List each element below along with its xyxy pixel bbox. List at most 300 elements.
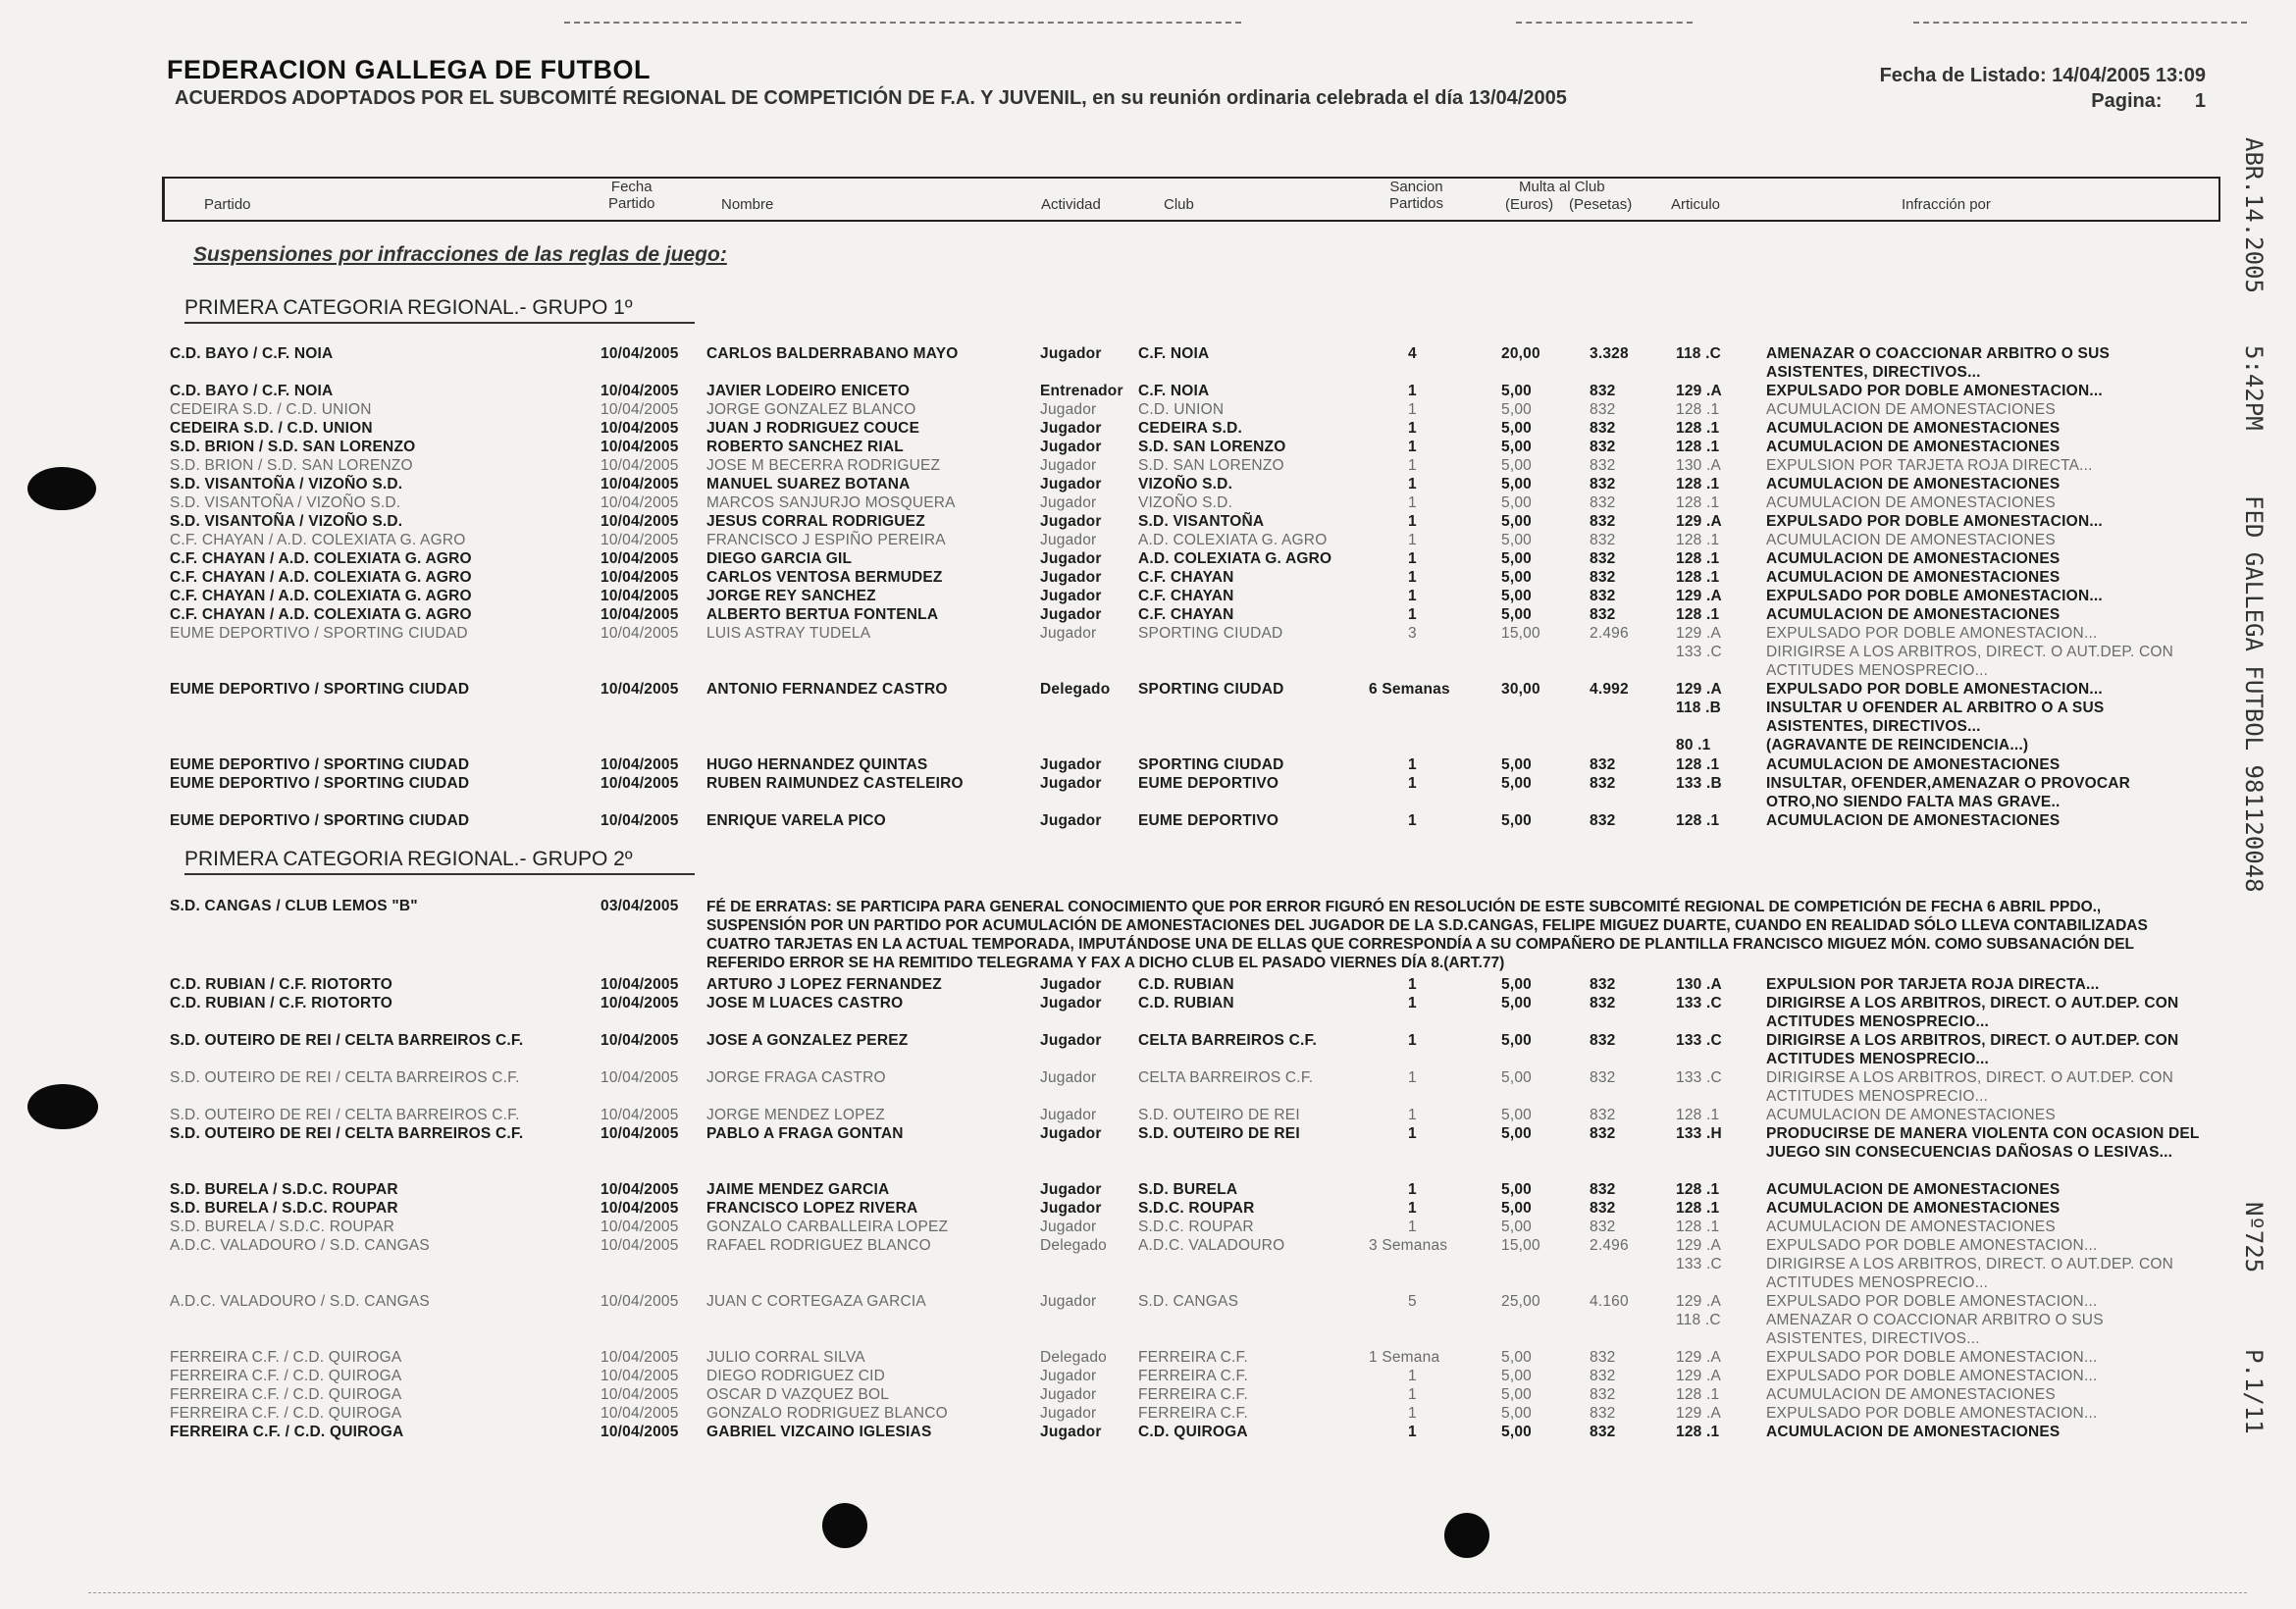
player-name-cell: JULIO CORRAL SILVA — [706, 1349, 865, 1366]
infraction-cell: EXPULSADO POR DOBLE AMONESTACION... — [1766, 1237, 2098, 1254]
sanction-cell: 1 — [1408, 1368, 1417, 1384]
activity-cell: Jugador — [1040, 1219, 1097, 1235]
date-cell: 10/04/2005 — [600, 513, 679, 530]
article-cell: 133 .C — [1676, 1256, 1722, 1272]
fine-euros-cell: 20,00 — [1501, 345, 1540, 362]
infraction-cell: ACUMULACION DE AMONESTACIONES — [1766, 401, 2056, 418]
errata-partido: S.D. CANGAS / CLUB LEMOS "B" — [170, 898, 418, 914]
match-cell: CEDEIRA S.D. / C.D. UNION — [170, 420, 373, 437]
activity-cell: Jugador — [1040, 420, 1102, 437]
article-cell: 128 .1 — [1676, 756, 1720, 773]
fine-pesetas-cell: 832 — [1590, 812, 1616, 829]
date-cell: 10/04/2005 — [600, 1293, 679, 1310]
activity-cell: Jugador — [1040, 550, 1102, 567]
infraction-cell: ASISTENTES, DIRECTIVOS... — [1766, 1330, 1980, 1347]
sanction-cell: 1 — [1408, 1032, 1417, 1049]
infraction-cell: EXPULSADO POR DOBLE AMONESTACION... — [1766, 1405, 2098, 1422]
infraction-cell: ACUMULACION DE AMONESTACIONES — [1766, 569, 2061, 586]
infraction-cell: ACUMULACION DE AMONESTACIONES — [1766, 1200, 2061, 1217]
infraction-cell: EXPULSADO POR DOBLE AMONESTACION... — [1766, 1293, 2098, 1310]
sanction-cell: 1 — [1408, 494, 1417, 511]
fine-pesetas-cell: 832 — [1590, 1405, 1616, 1422]
infraction-cell: DIRIGIRSE A LOS ARBITROS, DIRECT. O AUT.DEP. CON — [1766, 1256, 2173, 1272]
article-cell: 130 .A — [1676, 976, 1722, 993]
player-name-cell: JAIME MENDEZ GARCIA — [706, 1181, 890, 1198]
activity-cell: Jugador — [1040, 1368, 1097, 1384]
article-cell: 128 .1 — [1676, 1107, 1720, 1123]
infraction-cell: ACUMULACION DE AMONESTACIONES — [1766, 420, 2061, 437]
errata-fecha: 03/04/2005 — [600, 898, 679, 914]
match-cell: C.D. RUBIAN / C.F. RIOTORTO — [170, 976, 393, 993]
fine-pesetas-cell: 832 — [1590, 383, 1616, 399]
fax-sender: FED GALLEGA FUTBOL 981120048 — [2240, 495, 2268, 893]
activity-cell: Jugador — [1040, 1069, 1097, 1086]
sanction-cell: 1 — [1408, 569, 1417, 586]
fine-euros-cell: 5,00 — [1501, 1405, 1532, 1422]
fine-pesetas-cell: 832 — [1590, 1368, 1616, 1384]
scan-line — [1913, 22, 2247, 24]
infraction-cell: DIRIGIRSE A LOS ARBITROS, DIRECT. O AUT.DEP. CON — [1766, 644, 2173, 660]
infraction-cell: EXPULSADO POR DOBLE AMONESTACION... — [1766, 681, 2103, 698]
article-cell: 128 .1 — [1676, 569, 1720, 586]
scan-line — [88, 1592, 2247, 1593]
fine-pesetas-cell: 832 — [1590, 1424, 1616, 1440]
infraction-cell: DIRIGIRSE A LOS ARBITROS, DIRECT. O AUT.DEP. CON — [1766, 1032, 2179, 1049]
player-name-cell: JAVIER LODEIRO ENICETO — [706, 383, 911, 399]
sanction-cell: 1 — [1408, 995, 1417, 1012]
fine-pesetas-cell: 832 — [1590, 550, 1616, 567]
fine-pesetas-cell: 832 — [1590, 513, 1616, 530]
activity-cell: Jugador — [1040, 513, 1102, 530]
player-name-cell: HUGO HERNANDEZ QUINTAS — [706, 756, 928, 773]
activity-cell: Jugador — [1040, 995, 1102, 1012]
fine-pesetas-cell: 832 — [1590, 1107, 1616, 1123]
activity-cell: Jugador — [1040, 1032, 1102, 1049]
match-cell: EUME DEPORTIVO / SPORTING CIUDAD — [170, 775, 470, 792]
fine-pesetas-cell: 832 — [1590, 775, 1616, 792]
sanction-cell: 1 — [1408, 1386, 1417, 1403]
sanction-cell: 3 — [1408, 625, 1417, 642]
activity-cell: Delegado — [1040, 681, 1111, 698]
fine-euros-cell: 5,00 — [1501, 1069, 1532, 1086]
article-cell: 128 .1 — [1676, 439, 1720, 455]
article-cell: 128 .1 — [1676, 494, 1720, 511]
fine-pesetas-cell: 832 — [1590, 439, 1616, 455]
infraction-cell: AMENAZAR O COACCIONAR ARBITRO O SUS — [1766, 345, 2111, 362]
match-cell: S.D. BRION / S.D. SAN LORENZO — [170, 439, 416, 455]
fine-pesetas-cell: 832 — [1590, 995, 1616, 1012]
fine-pesetas-cell: 832 — [1590, 756, 1616, 773]
infraction-cell: ACUMULACION DE AMONESTACIONES — [1766, 550, 2061, 567]
match-cell: S.D. BURELA / S.D.C. ROUPAR — [170, 1181, 398, 1198]
fine-euros-cell: 5,00 — [1501, 457, 1532, 474]
article-cell: 130 .A — [1676, 457, 1722, 474]
fine-euros-cell: 5,00 — [1501, 1200, 1532, 1217]
club-cell: FERREIRA C.F. — [1138, 1349, 1248, 1366]
infraction-cell: DIRIGIRSE A LOS ARBITROS, DIRECT. O AUT.DEP. CON — [1766, 1069, 2173, 1086]
infraction-cell: PRODUCIRSE DE MANERA VIOLENTA CON OCASION DEL — [1766, 1125, 2200, 1142]
club-cell: S.D. SAN LORENZO — [1138, 457, 1284, 474]
fine-pesetas-cell: 832 — [1590, 401, 1616, 418]
match-cell: CEDEIRA S.D. / C.D. UNION — [170, 401, 372, 418]
match-cell: S.D. VISANTOÑA / VIZOÑO S.D. — [170, 476, 403, 493]
sanction-cell: 1 — [1408, 1219, 1417, 1235]
player-name-cell: OSCAR D VAZQUEZ BOL — [706, 1386, 890, 1403]
club-cell: SPORTING CIUDAD — [1138, 756, 1284, 773]
match-cell: EUME DEPORTIVO / SPORTING CIUDAD — [170, 681, 470, 698]
fine-pesetas-cell: 832 — [1590, 569, 1616, 586]
sanction-cell: 1 — [1408, 606, 1417, 623]
fine-euros-cell: 5,00 — [1501, 401, 1532, 418]
scan-line — [564, 22, 1241, 24]
date-cell: 10/04/2005 — [600, 439, 679, 455]
club-cell: S.D. BURELA — [1138, 1181, 1238, 1198]
club-cell: C.D. RUBIAN — [1138, 976, 1234, 993]
article-cell: 128 .1 — [1676, 532, 1720, 548]
sanction-cell: 1 — [1408, 1125, 1417, 1142]
fine-euros-cell: 25,00 — [1501, 1293, 1540, 1310]
article-cell: 133 .H — [1676, 1125, 1722, 1142]
article-cell: 128 .1 — [1676, 1219, 1720, 1235]
date-cell: 10/04/2005 — [600, 1349, 679, 1366]
article-cell: 128 .1 — [1676, 476, 1720, 493]
player-name-cell: DIEGO GARCIA GIL — [706, 550, 853, 567]
fine-euros-cell: 5,00 — [1501, 756, 1532, 773]
article-cell: 129 .A — [1676, 513, 1722, 530]
player-name-cell: JUAN C CORTEGAZA GARCIA — [706, 1293, 926, 1310]
article-cell: 133 .C — [1676, 644, 1722, 660]
fine-euros-cell: 5,00 — [1501, 550, 1532, 567]
column-header-bar — [162, 177, 2220, 222]
match-cell: FERREIRA C.F. / C.D. QUIROGA — [170, 1405, 402, 1422]
infraction-cell: EXPULSADO POR DOBLE AMONESTACION... — [1766, 513, 2103, 530]
club-cell: SPORTING CIUDAD — [1138, 625, 1283, 642]
date-cell: 10/04/2005 — [600, 1405, 679, 1422]
player-name-cell: JORGE MENDEZ LOPEZ — [706, 1107, 885, 1123]
sanction-cell: 1 — [1408, 457, 1417, 474]
article-cell: 129 .A — [1676, 625, 1722, 642]
article-cell: 129 .A — [1676, 1368, 1722, 1384]
match-cell: C.F. CHAYAN / A.D. COLEXIATA G. AGRO — [170, 606, 472, 623]
club-cell: S.D. OUTEIRO DE REI — [1138, 1107, 1300, 1123]
player-name-cell: ALBERTO BERTUA FONTENLA — [706, 606, 939, 623]
date-cell: 10/04/2005 — [600, 1069, 679, 1086]
activity-cell: Jugador — [1040, 401, 1097, 418]
activity-cell: Jugador — [1040, 976, 1102, 993]
club-cell: C.F. CHAYAN — [1138, 569, 1234, 586]
match-cell: C.F. CHAYAN / A.D. COLEXIATA G. AGRO — [170, 550, 472, 567]
match-cell: EUME DEPORTIVO / SPORTING CIUDAD — [170, 756, 470, 773]
sanction-cell: 1 — [1408, 550, 1417, 567]
fine-pesetas-cell: 832 — [1590, 1181, 1616, 1198]
date-cell: 10/04/2005 — [600, 457, 679, 474]
infraction-cell: ACUMULACION DE AMONESTACIONES — [1766, 606, 2061, 623]
fine-pesetas-cell: 832 — [1590, 532, 1616, 548]
date-cell: 10/04/2005 — [600, 681, 679, 698]
fine-euros-cell: 5,00 — [1501, 1424, 1532, 1440]
player-name-cell: GONZALO CARBALLEIRA LOPEZ — [706, 1219, 949, 1235]
sanction-cell: 1 — [1408, 532, 1417, 548]
organization-title: FEDERACION GALLEGA DE FUTBOL — [167, 55, 651, 84]
infraction-cell: ACTITUDES MENOSPRECIO... — [1766, 1088, 1989, 1105]
activity-cell: Jugador — [1040, 532, 1097, 548]
match-cell: EUME DEPORTIVO / SPORTING CIUDAD — [170, 625, 468, 642]
infraction-cell: ASISTENTES, DIRECTIVOS... — [1766, 718, 1981, 735]
sanction-cell: 1 Semana — [1369, 1349, 1440, 1366]
player-name-cell: ENRIQUE VARELA PICO — [706, 812, 886, 829]
player-name-cell: GABRIEL VIZCAINO IGLESIAS — [706, 1424, 932, 1440]
fax-number: Nº725 — [2240, 1202, 2268, 1273]
date-cell: 10/04/2005 — [600, 606, 679, 623]
match-cell: FERREIRA C.F. / C.D. QUIROGA — [170, 1349, 402, 1366]
fine-euros-cell: 5,00 — [1501, 420, 1532, 437]
fine-euros-cell: 5,00 — [1501, 976, 1532, 993]
club-cell: CEDEIRA S.D. — [1138, 420, 1243, 437]
fine-euros-cell: 5,00 — [1501, 588, 1532, 604]
article-cell: 129 .A — [1676, 681, 1722, 698]
fine-euros-cell: 5,00 — [1501, 1386, 1532, 1403]
date-cell: 10/04/2005 — [600, 775, 679, 792]
date-cell: 10/04/2005 — [600, 1386, 679, 1403]
activity-cell: Jugador — [1040, 569, 1102, 586]
club-cell: FERREIRA C.F. — [1138, 1405, 1248, 1422]
infraction-cell: ACTITUDES MENOSPRECIO... — [1766, 1013, 1989, 1030]
infraction-cell: OTRO,NO SIENDO FALTA MAS GRAVE.. — [1766, 794, 2061, 810]
fine-euros-cell: 5,00 — [1501, 1107, 1532, 1123]
match-cell: A.D.C. VALADOURO / S.D. CANGAS — [170, 1237, 430, 1254]
punch-hole — [822, 1503, 867, 1548]
activity-cell: Jugador — [1040, 1405, 1097, 1422]
sanction-cell: 1 — [1408, 1181, 1417, 1198]
col-actividad: Actividad — [1041, 196, 1101, 213]
match-cell: S.D. BURELA / S.D.C. ROUPAR — [170, 1219, 395, 1235]
player-name-cell: JESUS CORRAL RODRIGUEZ — [706, 513, 925, 530]
fine-euros-cell: 5,00 — [1501, 532, 1532, 548]
sanction-cell: 1 — [1408, 588, 1417, 604]
club-cell: S.D. CANGAS — [1138, 1293, 1239, 1310]
fine-euros-cell: 5,00 — [1501, 1181, 1532, 1198]
match-cell: C.F. CHAYAN / A.D. COLEXIATA G. AGRO — [170, 569, 472, 586]
activity-cell: Jugador — [1040, 1386, 1097, 1403]
activity-cell: Jugador — [1040, 812, 1102, 829]
match-cell: S.D. BURELA / S.D.C. ROUPAR — [170, 1200, 398, 1217]
fine-pesetas-cell: 4.160 — [1590, 1293, 1629, 1310]
fine-euros-cell: 15,00 — [1501, 625, 1540, 642]
article-cell: 128 .1 — [1676, 606, 1720, 623]
date-cell: 10/04/2005 — [600, 345, 679, 362]
player-name-cell: GONZALO RODRIGUEZ BLANCO — [706, 1405, 948, 1422]
player-name-cell: MANUEL SUAREZ BOTANA — [706, 476, 911, 493]
fine-pesetas-cell: 2.496 — [1590, 625, 1629, 642]
fax-time: 5:42PM — [2240, 345, 2268, 431]
fine-euros-cell: 5,00 — [1501, 1219, 1532, 1235]
article-cell: 128 .1 — [1676, 420, 1720, 437]
article-cell: 133 .B — [1676, 775, 1722, 792]
listing-date: Fecha de Listado: 14/04/2005 13:09 — [1879, 65, 2206, 86]
sanction-cell: 1 — [1408, 439, 1417, 455]
activity-cell: Jugador — [1040, 1293, 1097, 1310]
col-articulo: Articulo — [1671, 196, 1721, 213]
col-nombre: Nombre — [721, 196, 774, 213]
club-cell: C.F. CHAYAN — [1138, 606, 1234, 623]
document-subtitle: ACUERDOS ADOPTADOS POR EL SUBCOMITÉ REGIONAL DE COMPETICIÓN DE F.A. Y JUVENIL, en su reunión ordinaria celebrada el día 13/04/2005 — [175, 87, 1567, 109]
club-cell: C.F. CHAYAN — [1138, 588, 1234, 604]
fine-euros-cell: 5,00 — [1501, 569, 1532, 586]
activity-cell: Delegado — [1040, 1349, 1107, 1366]
player-name-cell: ANTONIO FERNANDEZ CASTRO — [706, 681, 948, 698]
fine-euros-cell: 15,00 — [1501, 1237, 1540, 1254]
section-title: Suspensiones por infracciones de las reglas de juego: — [193, 243, 727, 266]
match-cell: S.D. OUTEIRO DE REI / CELTA BARREIROS C.F. — [170, 1125, 524, 1142]
infraction-cell: EXPULSADO POR DOBLE AMONESTACION... — [1766, 383, 2103, 399]
club-cell: A.D. COLEXIATA G. AGRO — [1138, 550, 1332, 567]
sanction-cell: 1 — [1408, 1405, 1417, 1422]
fine-euros-cell: 5,00 — [1501, 1368, 1532, 1384]
date-cell: 10/04/2005 — [600, 1219, 679, 1235]
fine-pesetas-cell: 2.496 — [1590, 1237, 1629, 1254]
article-cell: 128 .1 — [1676, 1181, 1720, 1198]
date-cell: 10/04/2005 — [600, 812, 679, 829]
fine-pesetas-cell: 832 — [1590, 457, 1616, 474]
player-name-cell: JOSE M LUACES CASTRO — [706, 995, 904, 1012]
club-cell: FERREIRA C.F. — [1138, 1368, 1248, 1384]
fine-pesetas-cell: 3.328 — [1590, 345, 1629, 362]
match-cell: S.D. OUTEIRO DE REI / CELTA BARREIROS C.F. — [170, 1107, 520, 1123]
activity-cell: Jugador — [1040, 476, 1102, 493]
player-name-cell: CARLOS VENTOSA BERMUDEZ — [706, 569, 943, 586]
sanction-cell: 1 — [1408, 976, 1417, 993]
match-cell: C.F. CHAYAN / A.D. COLEXIATA G. AGRO — [170, 588, 472, 604]
punch-hole — [27, 1084, 98, 1129]
article-cell: 133 .C — [1676, 1069, 1722, 1086]
activity-cell: Jugador — [1040, 345, 1102, 362]
player-name-cell: PABLO A FRAGA GONTAN — [706, 1125, 904, 1142]
match-cell: S.D. OUTEIRO DE REI / CELTA BARREIROS C.F. — [170, 1032, 524, 1049]
date-cell: 10/04/2005 — [600, 494, 679, 511]
club-cell: S.D. VISANTOÑA — [1138, 513, 1265, 530]
sanction-cell: 4 — [1408, 345, 1417, 362]
date-cell: 10/04/2005 — [600, 550, 679, 567]
fine-euros-cell: 5,00 — [1501, 606, 1532, 623]
club-cell: C.F. NOIA — [1138, 383, 1210, 399]
date-cell: 10/04/2005 — [600, 569, 679, 586]
group-1-title: PRIMERA CATEGORIA REGIONAL.- GRUPO 1º — [184, 296, 695, 324]
punch-hole — [27, 467, 96, 510]
activity-cell: Jugador — [1040, 606, 1102, 623]
fine-pesetas-cell: 832 — [1590, 606, 1616, 623]
fine-euros-cell: 30,00 — [1501, 681, 1540, 698]
date-cell: 10/04/2005 — [600, 401, 679, 418]
match-cell: FERREIRA C.F. / C.D. QUIROGA — [170, 1386, 402, 1403]
fax-page: P.1/11 — [2240, 1349, 2268, 1434]
player-name-cell: RAFAEL RODRIGUEZ BLANCO — [706, 1237, 931, 1254]
match-cell: S.D. OUTEIRO DE REI / CELTA BARREIROS C.F. — [170, 1069, 520, 1086]
article-cell: 128 .1 — [1676, 812, 1720, 829]
activity-cell: Jugador — [1040, 756, 1102, 773]
activity-cell: Jugador — [1040, 1107, 1097, 1123]
match-cell: FERREIRA C.F. / C.D. QUIROGA — [170, 1368, 402, 1384]
infraction-cell: ACUMULACION DE AMONESTACIONES — [1766, 494, 2056, 511]
player-name-cell: FRANCISCO LOPEZ RIVERA — [706, 1200, 918, 1217]
col-fecha: Fecha Partido — [608, 179, 655, 212]
article-cell: 80 .1 — [1676, 737, 1711, 753]
date-cell: 10/04/2005 — [600, 1237, 679, 1254]
infraction-cell: JUEGO SIN CONSECUENCIAS DAÑOSAS O LESIVAS... — [1766, 1144, 2173, 1161]
infraction-cell: ACTITUDES MENOSPRECIO... — [1766, 662, 1989, 679]
match-cell: C.F. CHAYAN / A.D. COLEXIATA G. AGRO — [170, 532, 466, 548]
player-name-cell: JORGE REY SANCHEZ — [706, 588, 876, 604]
club-cell: A.D.C. VALADOURO — [1138, 1237, 1285, 1254]
col-sancion: Sancion Partidos — [1389, 179, 1444, 212]
fine-pesetas-cell: 832 — [1590, 1386, 1616, 1403]
player-name-cell: JOSE A GONZALEZ PEREZ — [706, 1032, 909, 1049]
activity-cell: Jugador — [1040, 1181, 1102, 1198]
date-cell: 10/04/2005 — [600, 1107, 679, 1123]
article-cell: 129 .A — [1676, 588, 1722, 604]
fine-euros-cell: 5,00 — [1501, 494, 1532, 511]
club-cell: S.D.C. ROUPAR — [1138, 1219, 1254, 1235]
club-cell: VIZOÑO S.D. — [1138, 476, 1233, 493]
sanction-cell: 1 — [1408, 476, 1417, 493]
activity-cell: Jugador — [1040, 1125, 1102, 1142]
punch-hole — [1444, 1513, 1489, 1558]
club-cell: S.D.C. ROUPAR — [1138, 1200, 1255, 1217]
player-name-cell: JORGE GONZALEZ BLANCO — [706, 401, 916, 418]
group-2-title: PRIMERA CATEGORIA REGIONAL.- GRUPO 2º — [184, 848, 695, 875]
sanction-cell: 1 — [1408, 383, 1417, 399]
club-cell: A.D. COLEXIATA G. AGRO — [1138, 532, 1328, 548]
match-cell: FERREIRA C.F. / C.D. QUIROGA — [170, 1424, 404, 1440]
infraction-cell: ACTITUDES MENOSPRECIO... — [1766, 1274, 1989, 1291]
infraction-cell: ACTITUDES MENOSPRECIO... — [1766, 1051, 1989, 1067]
infraction-cell: DIRIGIRSE A LOS ARBITROS, DIRECT. O AUT.DEP. CON — [1766, 995, 2179, 1012]
club-cell: CELTA BARREIROS C.F. — [1138, 1069, 1314, 1086]
fine-pesetas-cell: 832 — [1590, 976, 1616, 993]
club-cell: S.D. SAN LORENZO — [1138, 439, 1286, 455]
activity-cell: Jugador — [1040, 1200, 1102, 1217]
infraction-cell: ASISTENTES, DIRECTIVOS... — [1766, 364, 1981, 381]
errata-note: FÉ DE ERRATAS: SE PARTICIPA PARA GENERAL CONOCIMIENTO QUE POR ERROR FIGURÓ EN RESOLUCIÓN DE ESTE SUBCOMITÉ REGIONAL DE COMPETICIÓN DE FECHA 6 ABRIL PPDO., SUSPENSIÓN POR UN PARTIDO POR ACUMULACIÓN DE AMONESTACIONES DEL JUGADOR DE LA S.D.CANGAS, FELIPE MIGUEZ DUARTE, CUANDO EN REALIDAD SÓLO LLEVA CONTABILIZADAS CUATRO TARJETAS EN LA ACTUAL TEMPORADA, IMPUTÁNDOSE UNA DE ELLAS QUE CORRESPONDÍA A SU COMPAÑERO DE PLANTILLA FRANCISCO MIGUEZ MÓN. COMO SUBSANACIÓN DEL REFERIDO ERROR SE HA REMITIDO TELEGRAMA Y FAX A DICHO CLUB EL PASADO VIERNES DÍA 8.(ART.77) — [706, 899, 2148, 971]
date-cell: 10/04/2005 — [600, 532, 679, 548]
fine-pesetas-cell: 832 — [1590, 1032, 1616, 1049]
sanction-cell: 1 — [1408, 513, 1417, 530]
activity-cell: Jugador — [1040, 439, 1102, 455]
infraction-cell: ACUMULACION DE AMONESTACIONES — [1766, 1386, 2056, 1403]
fine-euros-cell: 5,00 — [1501, 476, 1532, 493]
article-cell: 128 .1 — [1676, 401, 1720, 418]
activity-cell: Jugador — [1040, 625, 1097, 642]
fine-pesetas-cell: 832 — [1590, 420, 1616, 437]
col-multa: Multa al Club — [1519, 179, 1605, 195]
article-cell: 118 .B — [1676, 700, 1722, 716]
player-name-cell: DIEGO RODRIGUEZ CID — [706, 1368, 886, 1384]
article-cell: 129 .A — [1676, 1405, 1722, 1422]
infraction-cell: ACUMULACION DE AMONESTACIONES — [1766, 476, 2061, 493]
article-cell: 129 .A — [1676, 383, 1722, 399]
fine-pesetas-cell: 832 — [1590, 1349, 1616, 1366]
club-cell: S.D. OUTEIRO DE REI — [1138, 1125, 1300, 1142]
activity-cell: Jugador — [1040, 494, 1097, 511]
player-name-cell: FRANCISCO J ESPIÑO PEREIRA — [706, 532, 946, 548]
fine-pesetas-cell: 4.992 — [1590, 681, 1629, 698]
sanction-cell: 1 — [1408, 756, 1417, 773]
date-cell: 10/04/2005 — [600, 1200, 679, 1217]
fine-euros-cell: 5,00 — [1501, 513, 1532, 530]
infraction-cell: ACUMULACION DE AMONESTACIONES — [1766, 812, 2061, 829]
club-cell: CELTA BARREIROS C.F. — [1138, 1032, 1317, 1049]
club-cell: C.D. RUBIAN — [1138, 995, 1234, 1012]
sanction-cell: 5 — [1408, 1293, 1417, 1310]
